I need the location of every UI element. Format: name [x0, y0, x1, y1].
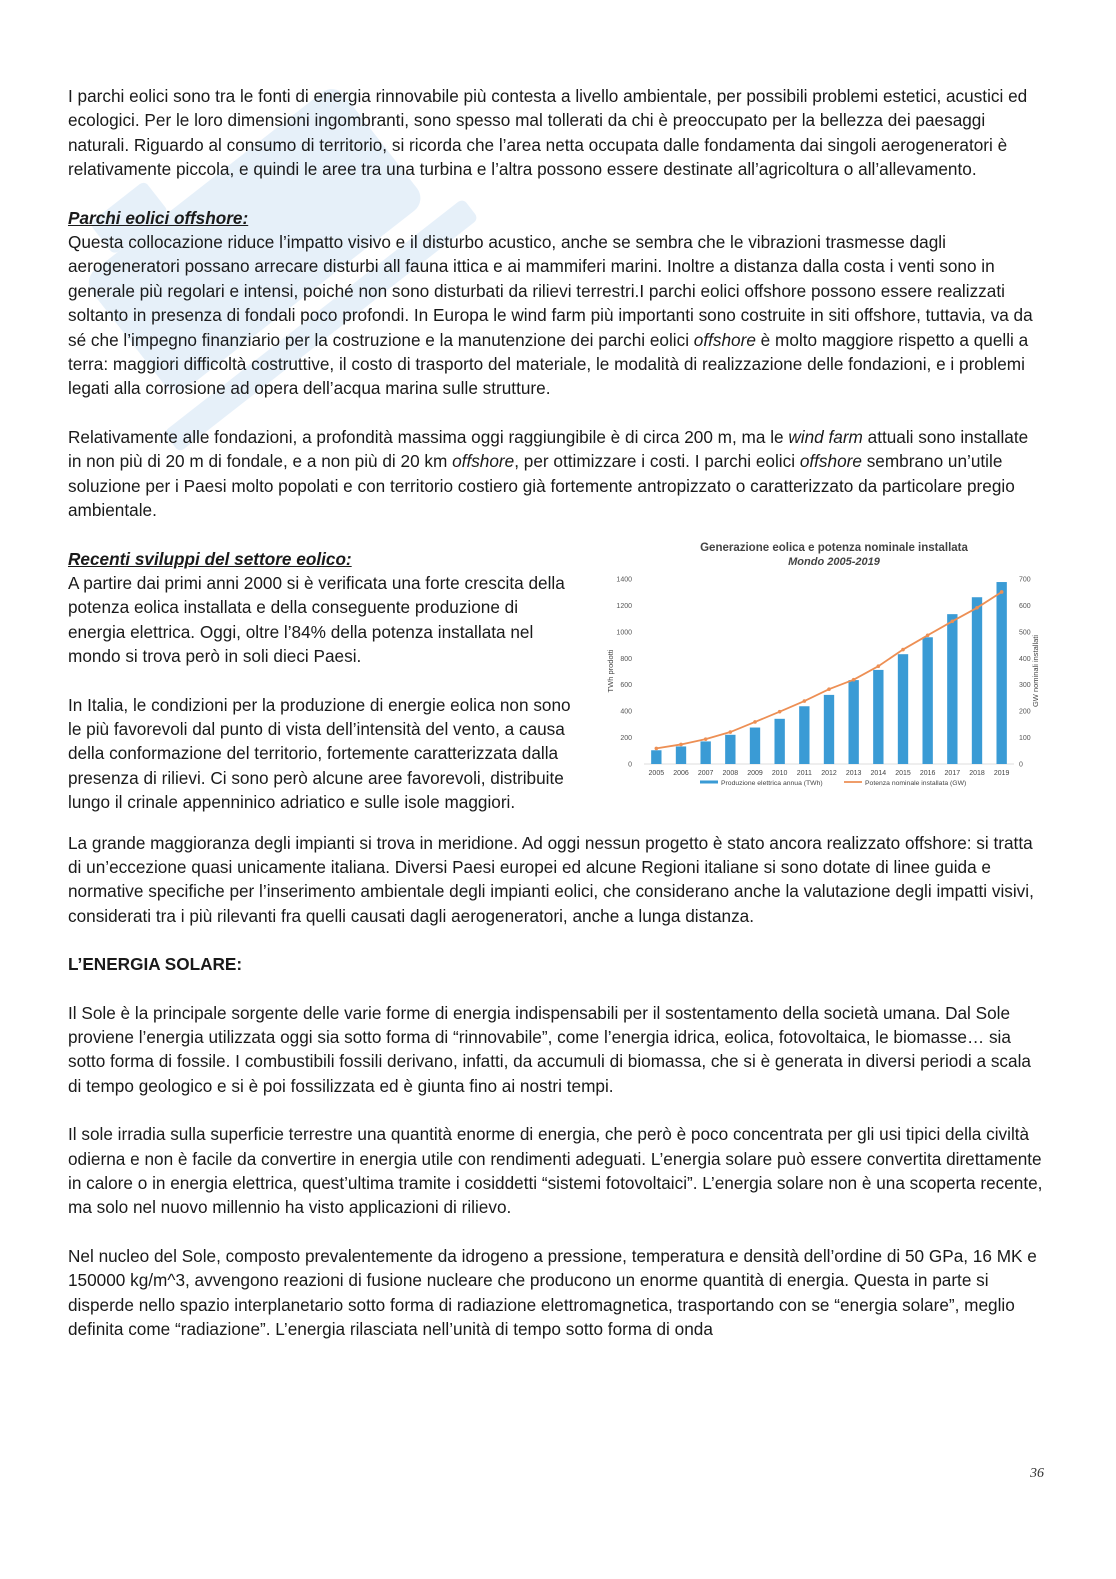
x-tick-label: 2011: [796, 769, 812, 777]
bar-2009: [750, 727, 760, 763]
bar-2013: [848, 680, 858, 764]
x-tick-label: 2005: [648, 769, 665, 777]
wind-generation-chart: [604, 537, 1044, 795]
bar-2007: [700, 741, 710, 764]
heading-offshore: Parchi eolici offshore:: [68, 207, 249, 228]
line-point-2018: [975, 606, 979, 610]
x-tick-label: 2010: [771, 769, 788, 777]
paragraph-intro: I parchi eolici sono tra le fonti di energia rinnovabile più contesta a livello ambientale, per possibili problemi estetici, acustici ed ecologici. Per le loro dimensioni ingombranti, sono spesso mal tollerati da chi è preoccupato per la bellezza dei paesaggi naturali. Riguardo al consumo di territorio, si ricorda che l’area netta occupata dalle fondamenta dai singoli aerogeneratori è relativamente piccola, e quindi le aree tra una turbina e l’altra possono essere destinate all’agricoltura o all’allevamento.: [68, 86, 1028, 180]
y-tick-label: 200: [620, 734, 632, 742]
line-point-2009: [753, 720, 757, 724]
y-tick-label: 0: [628, 761, 632, 768]
y2-tick-label: 700: [1019, 576, 1031, 583]
y-tick-label: 600: [620, 681, 632, 689]
bar-2019: [996, 582, 1006, 764]
y2-tick-label: 300: [1019, 681, 1031, 689]
y2-tick-label: 200: [1019, 708, 1031, 716]
chart-title: Generazione eolica e potenza nominale installata: [700, 541, 968, 554]
line-point-2013: [852, 677, 856, 681]
line-point-2019: [1000, 590, 1004, 594]
legend-label-bars: Produzione elettrica annua (TWh): [721, 779, 823, 787]
bar-2008: [725, 734, 735, 763]
y2-tick-label: 100: [1019, 734, 1031, 742]
x-tick-label: 2018: [969, 769, 985, 777]
paragraph-recenti-3: La grande maggioranza degli impianti si trova in meridione. Ad oggi nessun progetto è stato ancora realizzato offshore: si tratta di un’eccezione quasi unicamente italiana. Diversi Paesi europei ed alcune Regioni italiane si sono dotate di linee guida e normative specifiche per l’inserimento ambientale degli impianti eolici, che considerano anche la valutazione degli impatti visivi, considerati tra i più rilevanti fra quelli causati dagli aerogeneratori, anche a lunga distanza.: [68, 832, 1034, 926]
bar-2012: [824, 694, 834, 763]
y-tick-label: 1400: [616, 576, 632, 583]
bar-2010: [774, 718, 784, 763]
line-point-2015: [901, 647, 905, 651]
paragraph-recenti-2: In Italia, le condizioni per la produzione di energie eolica non sono le più favorevoli dal punto di vista dell’intensità del vento, a causa della conformazione del territorio, fortemente caratterizzata dalla presenza di rilievi. Ci sono però alcune aree favorevoli, distribuite lungo il crinale appenninico adriatico e sulle isole maggiori.: [68, 694, 571, 813]
y2-tick-label: 400: [1019, 655, 1031, 663]
x-tick-label: 2016: [919, 769, 936, 777]
bar-2015: [898, 654, 908, 764]
y-tick-label: 1000: [616, 628, 632, 636]
legend-label-line: Potenza nominale installata (GW): [865, 779, 967, 787]
line-point-2016: [926, 633, 930, 637]
chart-y2label: GW nominali installati: [1031, 634, 1040, 707]
line-point-2012: [827, 687, 831, 691]
y-tick-label: 800: [620, 655, 632, 663]
paragraph-solare-3: Nel nucleo del Sole, composto prevalentemente da idrogeno a pressione, temperatura e densità dell’ordine di 50 GPa, 16 MK e 150000 kg/m^3, avvengono reazioni di fusione nucleare che producono un enorme quantità di energia. Questa in parte si disperde nello spazio interplanetario sotto forma di radiazione elettromagnetica, trasportando con se “energia solare”, meglio definita come “radiazione”. L’energia rilasciata nell’unità di tempo sotto forma di onda: [68, 1245, 1037, 1339]
bar-2018: [972, 597, 982, 764]
y2-tick-label: 0: [1019, 761, 1023, 768]
x-tick-label: 2017: [944, 769, 961, 777]
heading-recenti: Recenti sviluppi del settore eolico:: [68, 548, 352, 569]
line-point-2014: [877, 664, 881, 668]
paragraph-offshore-1: Questa collocazione riduce l’impatto visivo e il disturbo acustico, anche se sembra che le vibrazioni trasmesse dagli aerogeneratori possano arrecare disturbi all fauna ittica e ai mammiferi marini. Inoltre a distanza dalla costa i venti sono in generale più regolari e intensi, poiché non sono disturbati da rilievi terrestri.I parchi eolici offshore possono essere realizzati soltanto in presenza di fondali poco profondi. In Europa le wind farm più importanti sono costruite in siti offshore, tuttavia, va da sé che l’impegno finanziario per la costruzione e la manutenzione dei parchi eolici offshore è molto maggiore rispetto a quelli a terra: maggiori difficoltà costruttive, il costo di trasporto del materiale, le modalità di realizzazione delle fondazioni, e i problemi legati alla corrosione ad opera dell’acqua marina sulle strutture.: [68, 232, 1033, 399]
x-tick-label: 2012: [821, 769, 837, 777]
page-content: [68, 84, 1043, 1341]
bar-2011: [799, 706, 809, 764]
x-tick-label: 2019: [993, 769, 1010, 777]
paragraph-recenti-1: A partire dai primi anni 2000 si è verificata una forte crescita della potenza eolica installata e della conseguente produzione di energia elettrica. Oggi, oltre l’84% della potenza installata nel mondo si trova però in soli dieci Paesi.: [68, 572, 565, 667]
y2-tick-label: 600: [1019, 602, 1031, 610]
line-point-2007: [704, 737, 708, 741]
recenti-section: [68, 541, 1043, 831]
x-tick-label: 2006: [673, 769, 689, 777]
paragraph-offshore-2: Relativamente alle fondazioni, a profondità massima oggi raggiungibile è di circa 200 m, ma le wind farm attuali sono installate in non più di 20 m di fondale, e a non più di 20 km offshore, per ottimizzare i costi. I parchi eolici offshore sembrano un’utile soluzione per i Paesi molto popolati e con territorio costiero già fortemente antropizzato o caratterizzato da particolare pregio ambientale.: [68, 426, 1029, 521]
line-point-2011: [803, 699, 807, 703]
y-tick-label: 400: [620, 708, 632, 716]
chart-subtitle: Mondo 2005-2019: [788, 555, 880, 568]
y-tick-label: 1200: [616, 602, 632, 610]
x-tick-label: 2014: [870, 769, 887, 777]
line-point-2006: [679, 742, 683, 746]
page-number: 36: [1030, 1466, 1044, 1481]
y2-tick-label: 500: [1019, 628, 1031, 636]
bar-2006: [676, 746, 686, 764]
x-tick-label: 2015: [895, 769, 911, 777]
paragraph-solare-1: Il Sole è la principale sorgente delle varie forme di energia indispensabili per il sostentamento della società umana. Dal Sole proviene l’energia utilizzata oggi sia sotto forma di “rinnovabile”, come l’energia idrica, eolica, fotovoltaica, le biomasse… sia sotto forma di fossile. I combustibili fossili derivano, infatti, da accumuli di biomassa, che si è generata in diversi periodi a scala di tempo geologico e si è poi fossilizzata ed è giunta fino ai nostri tempi.: [68, 1002, 1031, 1096]
line-point-2008: [729, 730, 733, 734]
line-point-2005: [655, 746, 659, 750]
bar-2014: [873, 669, 883, 763]
x-tick-label: 2008: [722, 769, 739, 777]
line-point-2017: [951, 619, 955, 623]
bar-2005: [651, 750, 661, 764]
bar-2017: [947, 614, 957, 764]
bar-2016: [922, 637, 932, 764]
x-tick-label: 2007: [697, 769, 714, 777]
x-tick-label: 2013: [845, 769, 862, 777]
x-tick-label: 2009: [747, 769, 763, 777]
heading-solare: L’ENERGIA SOLARE:: [68, 954, 243, 975]
paragraph-solare-2: Il sole irradia sulla superficie terrestre una quantità enorme di energia, che però è poco concentrata per gli usi tipici della civiltà odierna e non è facile da convertire in energia utile con rendimenti adeguati. L’energia solare può essere convertita direttamente in calore o in energia elettrica, quest’ultima tramite i cosiddetti “sistemi fotovoltaici”. L’energia solare non è una scoperta recente, ma solo nel nuovo millennio ha visto applicazioni di rilievo.: [68, 1124, 1043, 1218]
line-point-2010: [778, 709, 782, 713]
chart-ylabel: TWh prodotti: [606, 649, 615, 692]
